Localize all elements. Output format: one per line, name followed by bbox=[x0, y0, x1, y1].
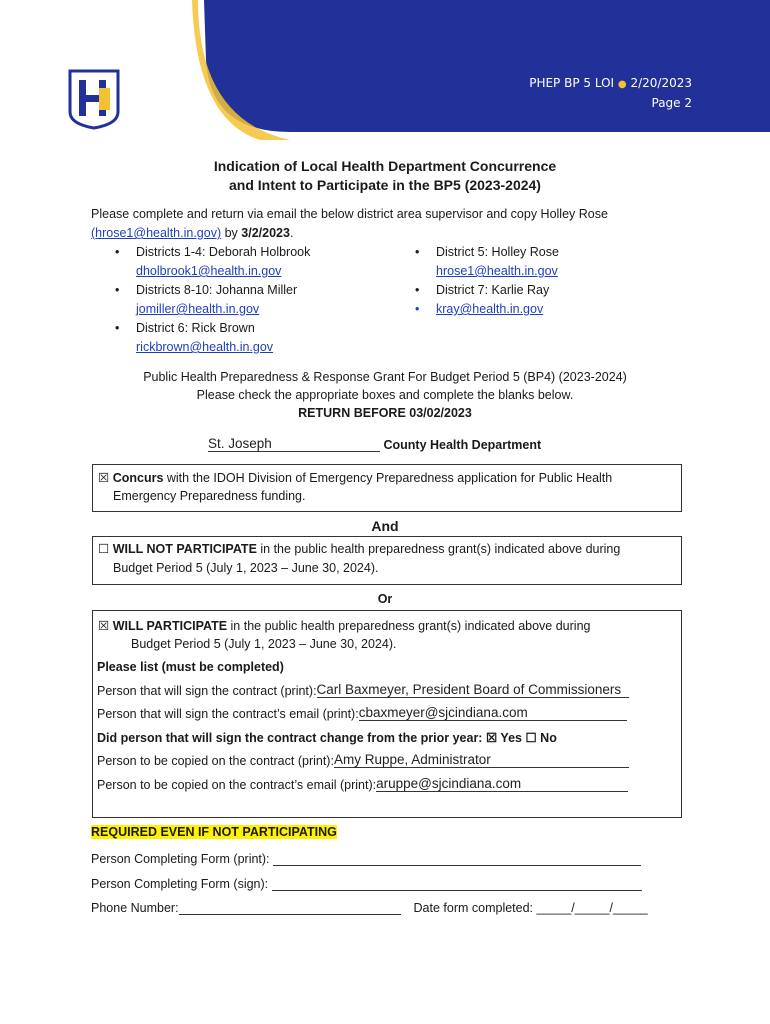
county-row bbox=[208, 436, 541, 452]
intro-deadline: 3/2/2023 bbox=[241, 226, 290, 240]
copied-email-field[interactable] bbox=[376, 776, 628, 792]
completing-print-field[interactable] bbox=[273, 851, 641, 866]
doc-date: 2/20/2023 bbox=[630, 76, 692, 90]
completing-sign-label: Person Completing Form (sign): bbox=[91, 877, 269, 891]
district-right-1-email[interactable]: hrose1@health.in.gov bbox=[436, 264, 558, 278]
title-line-2: and Intent to Participate in the BP5 (2023-2024) bbox=[229, 177, 541, 193]
concurs-bold: Concurs bbox=[112, 471, 164, 485]
required-heading-text: REQUIRED EVEN IF NOT PARTICIPATING bbox=[91, 825, 337, 839]
date-completed-field[interactable]: _____/_____/_____ bbox=[536, 901, 648, 915]
yes-checkbox[interactable]: ☒ bbox=[485, 731, 498, 745]
concurs-line-1 bbox=[98, 470, 612, 485]
doc-code: PHEP BP 5 LOI bbox=[529, 76, 615, 90]
required-heading bbox=[91, 825, 337, 839]
intro-by: by bbox=[221, 226, 242, 240]
will-line-1 bbox=[98, 618, 590, 633]
district-left-2-email[interactable]: jomiller@health.in.gov bbox=[136, 302, 260, 316]
district-left-1-email[interactable]: dholbrook1@health.in.gov bbox=[136, 264, 282, 278]
district-right-2: • District 7: Karlie Ray bbox=[436, 283, 549, 297]
signer-email-row bbox=[97, 705, 627, 721]
concurs-line-2: Emergency Preparedness funding. bbox=[113, 489, 306, 503]
completing-sign-row bbox=[91, 876, 642, 891]
signer-field[interactable] bbox=[317, 682, 629, 698]
will-line-2: Budget Period 5 (July 1, 2023 – June 30, 2024). bbox=[131, 637, 397, 651]
district-right-1: • District 5: Holley Rose bbox=[436, 245, 559, 259]
grant-line-1: Public Health Preparedness & Response Grant For Budget Period 5 (BP4) (2023-2024) bbox=[143, 370, 627, 384]
signer-email-field[interactable] bbox=[359, 705, 627, 721]
district-left-3-email[interactable]: rickbrown@health.in.gov bbox=[136, 340, 274, 354]
title-line-1: Indication of Local Health Department Concurrence bbox=[213, 158, 557, 174]
district-left-2: • Districts 8-10: Johanna Miller bbox=[136, 283, 297, 297]
intro-line-2 bbox=[91, 226, 293, 240]
will-not-bold: WILL NOT PARTICIPATE bbox=[112, 542, 257, 556]
no-checkbox[interactable]: ☐ bbox=[525, 731, 537, 745]
district-right-3-email[interactable]: • kray@health.in.gov bbox=[436, 302, 543, 316]
completing-print-label: Person Completing Form (print): bbox=[91, 852, 270, 866]
will-bold: WILL PARTICIPATE bbox=[112, 619, 228, 633]
district-left-1: • Districts 1-4: Deborah Holbrook bbox=[136, 245, 310, 259]
or-label: Or bbox=[377, 592, 393, 606]
county-field[interactable] bbox=[208, 436, 380, 452]
will-not-text: in the public health preparedness grant(s) indicated above during bbox=[256, 542, 621, 556]
header-doc-line bbox=[529, 76, 692, 90]
phone-field[interactable] bbox=[179, 900, 401, 915]
will-text: in the public health preparedness grant(s) indicated above during bbox=[227, 619, 591, 633]
county-label: County Health Department bbox=[383, 438, 542, 452]
will-not-line-1 bbox=[98, 541, 620, 556]
will-not-checkbox[interactable]: ☐ bbox=[98, 542, 110, 556]
copied-label: Person to be copied on the contract (print): bbox=[97, 754, 334, 768]
intro-email-link[interactable]: (hrose1@health.in.gov) bbox=[91, 226, 222, 240]
signer-value: Carl Baxmeyer, President Board of Commissioners bbox=[316, 682, 622, 697]
phone-label: Phone Number: bbox=[91, 901, 179, 915]
change-row bbox=[97, 730, 557, 745]
signer-email-value: cbaxmeyer@sjcindiana.com bbox=[358, 705, 528, 720]
signer-row bbox=[97, 682, 629, 698]
no-label: No bbox=[536, 731, 557, 745]
copied-email-value: aruppe@sjcindiana.com bbox=[376, 776, 522, 791]
district-left-3: • District 6: Rick Brown bbox=[136, 321, 255, 335]
concurs-checkbox[interactable]: ☒ bbox=[98, 471, 110, 485]
yellow-dot-icon: ● bbox=[617, 79, 627, 90]
completing-print-row bbox=[91, 851, 641, 866]
intro-text: Please complete and return via email the below district area supervisor and copy Holley Rose bbox=[91, 207, 608, 221]
copied-email-row bbox=[97, 776, 628, 792]
copied-email-label: Person to be copied on the contract’s email (print): bbox=[97, 778, 377, 792]
date-completed-label: Date form completed: bbox=[413, 901, 534, 915]
yes-label: Yes bbox=[497, 731, 526, 745]
list-heading: Please list (must be completed) bbox=[97, 660, 284, 674]
copied-value: Amy Ruppe, Administrator bbox=[333, 752, 491, 767]
county-value: St. Joseph bbox=[208, 436, 272, 451]
concurs-text: with the IDOH Division of Emergency Preparedness application for Public Health bbox=[163, 471, 613, 485]
and-label: And bbox=[371, 518, 399, 534]
will-checkbox[interactable]: ☒ bbox=[98, 619, 110, 633]
page-number: Page 2 bbox=[651, 96, 692, 110]
signer-label: Person that will sign the contract (print): bbox=[97, 684, 317, 698]
copied-row bbox=[97, 752, 629, 768]
will-not-line-2: Budget Period 5 (July 1, 2023 – June 30, 2024). bbox=[113, 561, 379, 575]
grant-line-2: Please check the appropriate boxes and complete the blanks below. bbox=[196, 388, 574, 402]
indiana-health-logo bbox=[66, 68, 122, 130]
completing-sign-field[interactable] bbox=[272, 876, 642, 891]
phone-row bbox=[91, 900, 648, 915]
change-question: Did person that will sign the contract change from the prior year: bbox=[97, 731, 483, 745]
intro-period: . bbox=[289, 226, 294, 240]
signer-email-label: Person that will sign the contract’s email (print): bbox=[97, 707, 359, 721]
grant-line-3: RETURN BEFORE 03/02/2023 bbox=[298, 406, 472, 420]
copied-field[interactable] bbox=[334, 752, 629, 768]
